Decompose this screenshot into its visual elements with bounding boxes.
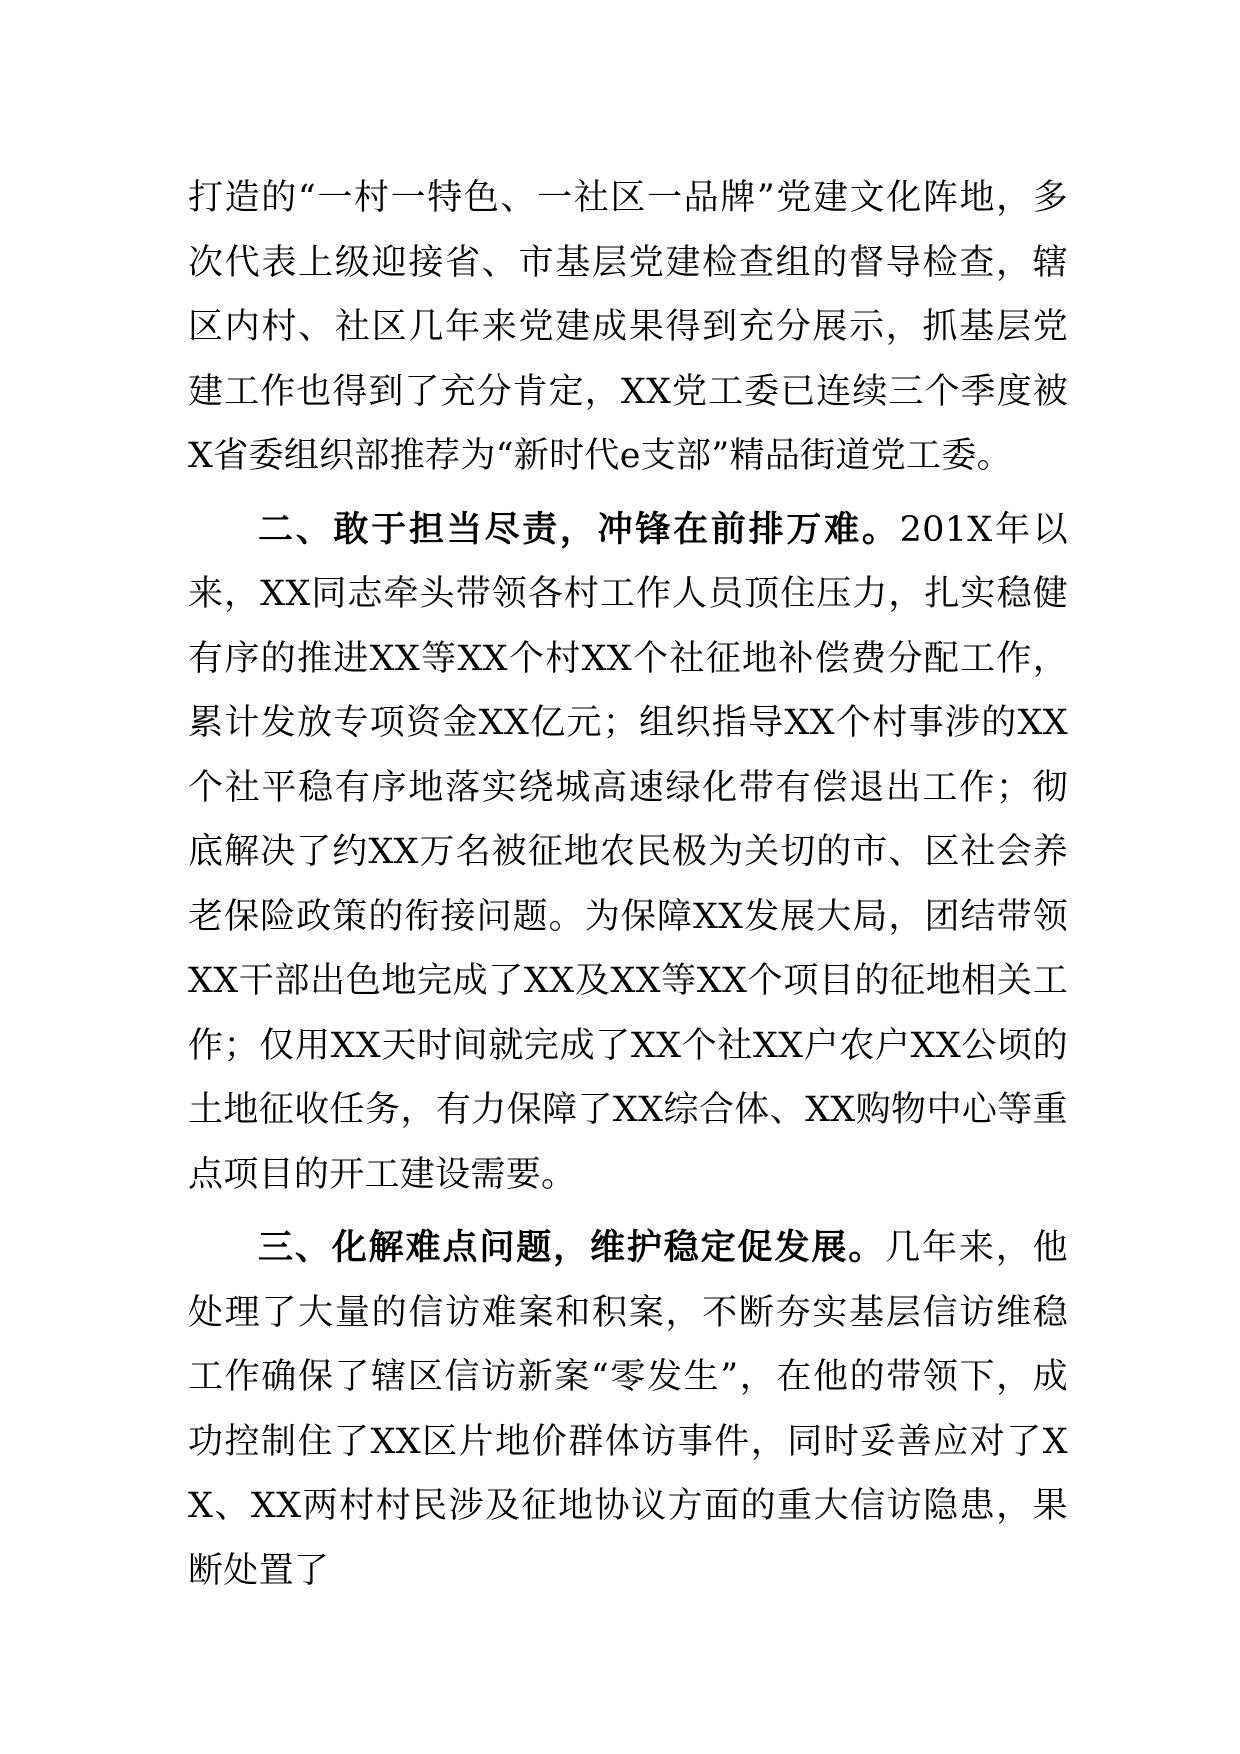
paragraph-2-heading: 二、敢于担当尽责，冲锋在前排万难。 (258, 509, 900, 550)
paragraph-3-body: 几年来，他处理了大量的信访难案和积案，不断夯实基层信访维稳工作确保了辖区信访新案“零发生”，在他的带领下，成功控制住了XX区片地价群体访事件，同时妥善应对了XX、XX两村村民涉及征地协议方面的重大信访隐患，果断处置了 (188, 1228, 1068, 1591)
body-text (188, 166, 1068, 1603)
paragraph-1 (188, 166, 1068, 489)
paragraph-2-body: 201X年以来，XX同志牵头带领各村工作人员顶住压力，扎实稳健有序的推进XX等XX个村XX个社征地补偿费分配工作，累计发放专项资金XX亿元；组织指导XX个村事涉的XX个社平稳有序地落实绕城高速绿化带有偿退出工作；彻底解决了约XX万名被征地农民极为关切的市、区社会养老保险政策的衔接问题。为保障XX发展大局，团结带领XX干部出色地完成了XX及XX等XX个项目的征地相关工作；仅用XX天时间就完成了XX个社XX户农户XX公顷的土地征收任务，有力保障了XX综合体、XX购物中心等重点项目的开工建设需要。 (188, 509, 1068, 1195)
paragraph-3-heading: 三、化解难点问题，维护稳定促发展。 (258, 1228, 886, 1268)
paragraph-1-body: 打造的“一村一特色、一社区一品牌”党建文化阵地，多次代表上级迎接省、市基层党建检查组的督导检查，辖区内村、社区几年来党建成果得到充分展示，抓基层党建工作也得到了充分肯定，XX党工委已连续三个季度被X省委组织部推荐为“新时代e支部”精品街道党工委。 (188, 178, 1068, 476)
paragraph-3 (188, 1216, 1068, 1603)
paragraph-2 (188, 498, 1068, 1208)
